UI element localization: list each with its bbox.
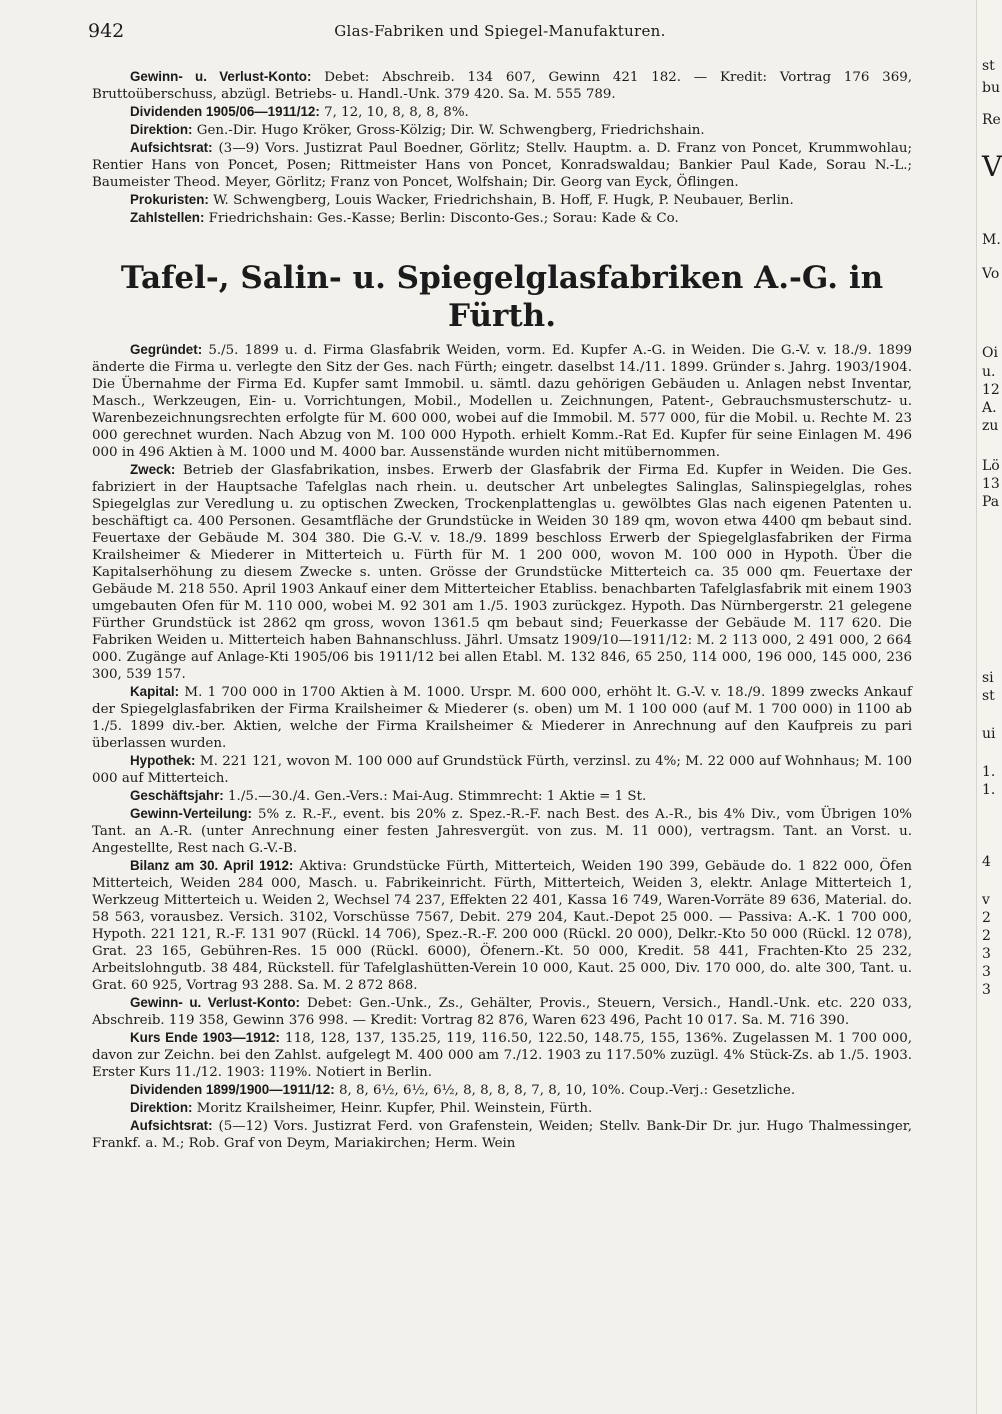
entry-lead: Zweck:	[130, 462, 176, 477]
margin-fragment: zu	[982, 418, 999, 434]
margin-fragment: Re	[982, 112, 1001, 128]
entry-paragraph	[92, 461, 912, 683]
margin-fragment: 13	[982, 476, 1000, 492]
entry-lead: Direktion:	[130, 122, 193, 137]
entry-lead: Gewinn- u. Verlust-Konto:	[130, 995, 300, 1010]
margin-fragment: Oi	[982, 345, 998, 361]
margin-fragment: 1.	[982, 782, 996, 798]
margin-fragment: 12	[982, 382, 1000, 398]
entry-lead: Gegründet:	[130, 342, 203, 357]
previous-company-section	[92, 68, 912, 227]
company-section	[92, 341, 912, 1152]
page-number: 942	[88, 20, 125, 42]
entry-lead: Kapital:	[130, 684, 180, 699]
entry-text: 118, 128, 137, 135.25, 119, 116.50, 122.50, 148.75, 155, 136%. Zugelassen M. 1 700 000, davon zur Zeichn. bei den Zahlst. aufgelegt M. 400 000 am 7./12. 1903 zu 117.50% zuzügl. 4% Stück-Zs. ab 1./5. 1903. Erster Kurs 11./12. 1903: 119%. Notiert in Berlin.	[92, 1031, 913, 1080]
entry-paragraph	[92, 1029, 912, 1081]
entry-lead: Kurs Ende 1903—1912:	[130, 1030, 280, 1045]
entry-lead: Bilanz am 30. April 1912:	[130, 858, 294, 873]
entry-paragraph	[92, 191, 912, 209]
entry-paragraph	[92, 68, 912, 103]
margin-fragment: 3	[982, 982, 991, 998]
entry-paragraph	[92, 1099, 912, 1117]
entry-lead: Aufsichtsrat:	[130, 140, 213, 155]
margin-fragment: 2	[982, 910, 991, 926]
entry-lead: Dividenden 1899/1900—1911/12:	[130, 1082, 335, 1097]
margin-fragment: 1.	[982, 764, 996, 780]
entry-lead: Gewinn-Verteilung:	[130, 806, 253, 821]
entry-paragraph	[92, 683, 912, 752]
margin-fragment: M.	[982, 232, 1001, 248]
margin-fragment: Pa	[982, 494, 1000, 510]
entry-paragraph	[92, 787, 912, 805]
margin-fragment: v	[982, 892, 990, 908]
entry-lead: Direktion:	[130, 1100, 193, 1115]
page-content	[92, 68, 912, 1152]
entry-paragraph	[92, 752, 912, 787]
margin-fragment: Vo	[982, 266, 1000, 282]
entry-text: (3—9) Vors. Justizrat Paul Boedner, Görlitz; Stellv. Hauptm. a. D. Franz von Poncet, Krummwohlau; Rentier Hans von Poncet, Posen; Rittmeister Hans von Poncet, Konradswaldau; Bankier Paul Kade, Sorau N.-L.; Baumeister Theod. Meyer, Görlitz; Franz von Poncet, Wolfshain; Dir. Georg van Eyck, Öflingen.	[92, 141, 912, 190]
entry-paragraph	[92, 341, 912, 461]
entry-text: 5% z. R.-F., event. bis 20% z. Spez.-R.-F. nach Best. des A.-R., bis 4% Div., vom Übrigen 10% Tant. an A.-R. (unter Anrechnung einer festen Jahresvergüt. von zus. M. 11 000), vertragsm. Tant. an Vorst. u. Angestellte, Rest nach G.-V.-B.	[92, 807, 912, 856]
entry-paragraph	[92, 1081, 912, 1099]
margin-fragment: 4	[982, 854, 991, 870]
entry-text: Gen.-Dir. Hugo Kröker, Gross-Kölzig; Dir. W. Schwengberg, Friedrichshain.	[192, 123, 705, 138]
running-title: Glas-Fabriken und Spiegel-Manufakturen.	[334, 22, 666, 40]
entry-lead: Geschäftsjahr:	[130, 788, 224, 803]
entry-paragraph	[92, 209, 912, 227]
margin-fragment: bu	[982, 80, 1000, 96]
entry-text: Moritz Krailsheimer, Heinr. Kupfer, Phil. Weinstein, Fürth.	[192, 1101, 593, 1116]
entry-lead: Dividenden 1905/06—1911/12:	[130, 104, 320, 119]
margin-fragment: si	[982, 670, 994, 686]
entry-text: Aktiva: Grundstücke Fürth, Mitterteich, Weiden 190 399, Gebäude do. 1 822 000, Öfen Mitterteich, Weiden 284 000, Masch. u. Fabrikeinricht. Fürth, Mitterteich, Weiden 3, elektr. Anlage Mitterteich 1, Werkzeug Mitterteich u. Weiden 2, Wechsel 74 237, Effekten 22 401, Kassa 16 749, Waren-Vorräte 89 636, Material. do. 58 563, vorausbez. Versich. 3102, Vorschüsse 7567, Debit. 279 204, Kaut.-Depot 25 000. — Passiva: A.-K. 1 700 000, Hypoth. 221 121, R.-F. 131 907 (Rückl. 14 706), Spez.-R.-F. 200 000 (Rückl. 20 000), Delkr.-Kto 50 000 (Rückl. 12 078), Grat. 23 165, Gebühren-Res. 15 000 (Rückl. 6000), Öfenern.-Kt. 50 000, Kredit. 58 441, Frachten-Kto 25 232, Arbeitslohngutb. 38 484, Rückstell. für Tafelglashütten-Verein 10 000, Kaut. 25 000, Div. 170 000, do. alte 300, Tant. u. Grat. 60 925, Vortrag 93 288. Sa. M. 2 872 868.	[92, 859, 912, 993]
entry-text: Betrieb der Glasfabrikation, insbes. Erwerb der Glasfabrik der Firma Ed. Kupfer in Weiden. Die Ges. fabriziert in der Hauptsache Tafelglas nach rhein. u. deutscher Art unbelegtes Salinglas, Salinspiegelglas, rohes Spiegelglas zur Veredlung u. zu optischen Zwecken, Trockenplattenglas u. gewölbtes Glas nach eigenen Patenten u. beschäftigt ca. 400 Personen. Gesamtfläche der Grundstücke in Weiden 30 189 qm, wovon etwa 4400 qm bebaut sind. Feuertaxe der Gebäude M. 304 380. Die G.-V. v. 18./9. 1899 beschloss Erwerb der Spiegelglasfabriken der Firma Krailsheimer & Miederer in Mitterteich u. Fürth für M. 1 200 000, wovon M. 100 000 in Hypoth. Über die Kapitalserhöhung zu diesem Zwecke s. unten. Grösse der Grundstücke Mitterteich ca. 35 000 qm. Feuertaxe der Gebäude M. 218 550. April 1903 Ankauf einer dem Mitterteicher Etabliss. benachbarten Tafelglasfabrik mit einem 1903 umgebauten Ofen für M. 110 000, wobei M. 92 301 am 1./5. 1903 zurückgez. Hypoth. Das Nürnbergerstr. 21 gelegene Fürther Grundstück ist 2862 qm gross, wovon 1361.5 qm bebaut sind; Feuerkasse der Gebäude M. 117 620. Die Fabriken Weiden u. Mitterteich haben Bahnanschluss. Jährl. Umsatz 1909/10—1911/12: M. 2 113 000, 2 491 000, 2 664 000. Zugänge auf Anlage-Kti 1905/06 bis 1911/12 bei allen Etabl. M. 132 846, 65 250, 114 000, 196 000, 145 000, 236 300, 539 157.	[92, 463, 912, 682]
margin-fragment: 3	[982, 964, 991, 980]
margin-fragment: 2	[982, 928, 991, 944]
entry-lead: Hypothek:	[130, 753, 196, 768]
entry-lead: Aufsichtsrat:	[130, 1118, 213, 1133]
entry-text: 5./5. 1899 u. d. Firma Glasfabrik Weiden, vorm. Ed. Kupfer A.-G. in Weiden. Die G.-V. v. 18./9. 1899 änderte die Firma u. verlegte den Sitz der Ges. nach Fürth; eingetr. daselbst 14./11. 1899. Gründer s. Jahrg. 1903/1904. Die Übernahme der Firma Ed. Kupfer samt Immobil. u. sämtl. dazu gehörigen Gebäuden u. Anlagen nebst Inventar, Masch., Werkzeugen, Ein- u. Vorrichtungen, Mobil., Modellen u. Zeichnungen, Patent-, Gebrauchsmusterschutz- u. Warenbezeichnungsrechten erfolgte für M. 600 000, wobei auf die Immobil. M. 577 000, für die Mobil. u. Rechte M. 23 000 gerechnet wurden. Nach Abzug von M. 100 000 Hypoth. erhielt Komm.-Rat Ed. Kupfer für seine Einlagen M. 496 000 in 496 Aktien à M. 1000 und M. 4000 bar. Aussenstände wurden nicht mitübernommen.	[92, 343, 912, 460]
entry-paragraph	[92, 103, 912, 121]
entry-text: M. 1 700 000 in 1700 Aktien à M. 1000. Urspr. M. 600 000, erhöht lt. G.-V. v. 18./9. 1899 zwecks Ankauf der Spiegelglasfabriken der Firma Krailsheimer & Miederer (s. oben) um M. 1 100 000 (auf M. 1 700 000) in 1100 ab 1./5. 1899 div.-ber. Aktien, welche der Firma Krailsheimer & Miederer in Anrechnung auf den Kaufpreis zu pari überlassen wurden.	[92, 685, 912, 751]
margin-fragment: ui	[982, 726, 996, 742]
entry-paragraph	[92, 994, 912, 1029]
margin-fragment: V	[982, 150, 1002, 183]
entry-paragraph	[92, 857, 912, 994]
margin-fragment: u.	[982, 364, 996, 380]
entry-lead: Prokuristen:	[130, 192, 209, 207]
entry-text: 7, 12, 10, 8, 8, 8, 8%.	[319, 105, 469, 120]
entry-text: Debet: Gen.-Unk., Zs., Gehälter, Provis., Steuern, Versich., Handl.-Unk. etc. 220 033, Abschreib. 119 358, Gewinn 376 998. — Kredit: Vortrag 82 876, Waren 623 496, Pacht 10 017. Sa. M. 716 390.	[92, 996, 912, 1028]
adjacent-page-edge	[976, 0, 1001, 1414]
company-title: Tafel-, Salin- u. Spiegelglasfabriken A.-G. in Fürth.	[120, 260, 884, 334]
entry-lead: Gewinn- u. Verlust-Konto:	[130, 69, 312, 84]
entry-text: W. Schwengberg, Louis Wacker, Friedrichshain, B. Hoff, F. Hugk, P. Neubauer, Berlin.	[208, 193, 794, 208]
entry-text: Debet: Abschreib. 134 607, Gewinn 421 182. — Kredit: Vortrag 176 369, Bruttoüberschuss, abzügl. Betriebs- u. Handl.-Unk. 379 420. Sa. M. 555 789.	[92, 70, 912, 102]
entry-text: (5—12) Vors. Justizrat Ferd. von Grafenstein, Weiden; Stellv. Bank-Dir Dr. jur. Hugo Thalmessinger, Frankf. a. M.; Rob. Graf von Deym, Mariakirchen; Herm. Wein	[92, 1119, 912, 1151]
entry-paragraph	[92, 121, 912, 139]
entry-text: Friedrichshain: Ges.-Kasse; Berlin: Disconto-Ges.; Sorau: Kade & Co.	[204, 211, 679, 226]
margin-fragment: A.	[982, 400, 997, 416]
margin-fragment: st	[982, 58, 995, 74]
entry-text: 1./5.—30./4. Gen.-Vers.: Mai-Aug. Stimmrecht: 1 Aktie = 1 St.	[223, 789, 647, 804]
margin-fragment: Lö	[982, 458, 1000, 474]
entry-text: 8, 8, 6½, 6½, 6½, 8, 8, 8, 8, 7, 8, 10, 10%. Coup.-Verj.: Gesetzliche.	[334, 1083, 796, 1098]
entry-paragraph	[92, 139, 912, 191]
entry-lead: Zahlstellen:	[130, 210, 205, 225]
margin-fragment: 3	[982, 946, 991, 962]
entry-paragraph	[92, 805, 912, 857]
entry-text: M. 221 121, wovon M. 100 000 auf Grundstück Fürth, verzinsl. zu 4%; M. 22 000 auf Wohnhaus; M. 100 000 auf Mitterteich.	[92, 754, 912, 786]
entry-paragraph	[92, 1117, 912, 1152]
margin-fragment: st	[982, 688, 995, 704]
